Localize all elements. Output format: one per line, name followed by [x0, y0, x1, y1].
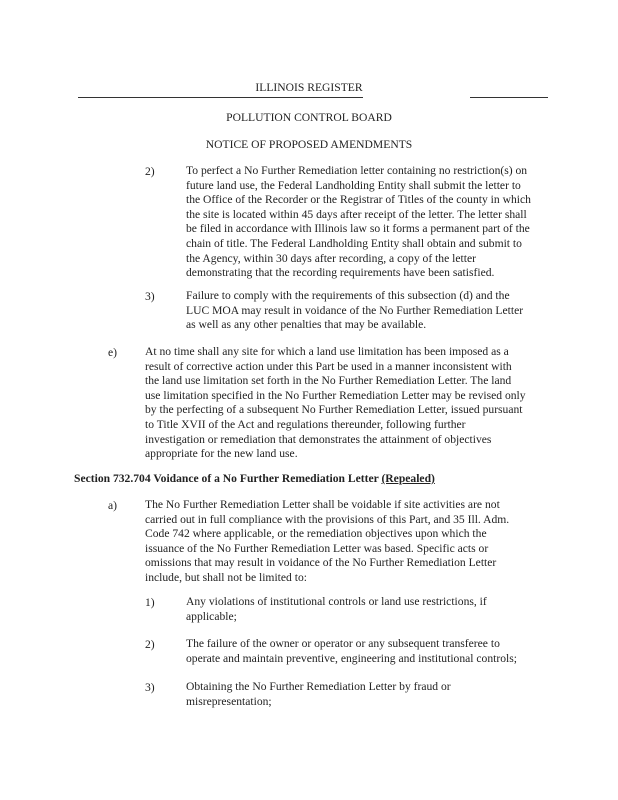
paragraph-line: result of corrective action under this Part be used in a manner inconsistent with — [145, 359, 512, 373]
paragraph-line: Code 742 where applicable, or the remediation objectives upon which the — [145, 527, 487, 541]
paragraph-line: The No Further Remediation Letter shall be voidable if site activities are not — [145, 498, 500, 511]
paragraph-line: issuance of the No Further Remediation Letter was based. Specific acts or — [145, 541, 489, 555]
paragraph-line: chain of title. The Federal Landholding Entity shall obtain and submit to — [186, 236, 522, 250]
paragraph-line: Any violations of institutional controls or land use restrictions, if — [186, 595, 487, 608]
item-label: e) — [108, 346, 118, 359]
paragraph-line: the site is located within 45 days after receipt of the letter. The letter shall — [186, 207, 527, 221]
paragraph-line: as well as any other penalties that may be available. — [186, 318, 427, 332]
item-label: a) — [108, 499, 118, 512]
paragraph-line: use limitation specified in the No Further Remediation Letter may be revised only — [145, 388, 526, 402]
item-paragraph — [186, 289, 523, 333]
header-rule-right — [470, 97, 548, 98]
paragraph-line: LUC MOA may result in voidance of the No Further Remediation Letter — [186, 303, 524, 317]
paragraph-line: by the perfecting of a subsequent No Further Remediation Letter, issued pursuant — [145, 403, 523, 417]
item-paragraph — [186, 164, 531, 281]
paragraph-line: Obtaining the No Further Remediation Letter by fraud or — [186, 680, 451, 693]
item-paragraph — [145, 345, 526, 462]
section-title: Section 732.704 Voidance of a No Further Remediation Letter — [74, 472, 379, 485]
section-heading — [74, 472, 435, 485]
item-label: 1) — [145, 596, 155, 609]
item-label: 2) — [145, 165, 155, 178]
item-paragraph — [145, 498, 509, 586]
header-rule-left — [78, 97, 363, 98]
paragraph-line: Failure to comply with the requirements of this subsection (d) and the — [186, 289, 510, 302]
paragraph-line: future land use, the Federal Landholding Entity shall submit the letter to — [186, 178, 521, 192]
paragraph-line: to Title XVII of the Act and regulations thereunder, following further — [145, 417, 466, 431]
paragraph-line: To perfect a No Further Remediation letter containing no restriction(s) on — [186, 164, 528, 177]
paragraph-line: the Agency, within 30 days after recording, a copy of the letter — [186, 251, 476, 265]
board-title: POLLUTION CONTROL BOARD — [226, 111, 392, 124]
item-paragraph — [186, 680, 451, 709]
section-status: (Repealed) — [381, 472, 435, 485]
paragraph-line: omissions that may result in voidance of the No Further Remediation Letter — [145, 556, 497, 570]
paragraph-line: appropriate for the new land use. — [145, 447, 298, 461]
paragraph-line: At no time shall any site for which a land use limitation has been imposed as a — [145, 345, 509, 358]
register-title: ILLINOIS REGISTER — [255, 81, 363, 94]
item-label: 3) — [145, 681, 155, 694]
paragraph-line: investigation or remediation that demonstrates the attainment of objectives — [145, 432, 492, 446]
item-paragraph — [186, 595, 487, 624]
paragraph-line: the land use limitation set forth in the No Further Remediation Letter. The land — [145, 374, 512, 388]
paragraph-line: misrepresentation; — [186, 694, 272, 708]
item-paragraph — [186, 637, 517, 666]
paragraph-line: demonstrating that the recording requirements have been satisfied. — [186, 266, 495, 280]
paragraph-line: include, but shall not be limited to: — [145, 570, 307, 584]
paragraph-line: the Office of the Recorder or the Registrar of Titles of the county in which — [186, 193, 531, 207]
paragraph-line: The failure of the owner or operator or any subsequent transferee to — [186, 637, 500, 650]
paragraph-line: operate and maintain preventive, engineering and institutional controls; — [186, 651, 517, 665]
item-label: 3) — [145, 290, 155, 303]
paragraph-line: be filed in accordance with Illinois law so it forms a permanent part of the — [186, 222, 530, 236]
item-label: 2) — [145, 638, 155, 651]
paragraph-line: carried out in full compliance with the provisions of this Part, and 35 Ill. Adm. — [145, 512, 510, 526]
paragraph-line: applicable; — [186, 609, 237, 623]
notice-title: NOTICE OF PROPOSED AMENDMENTS — [205, 138, 413, 151]
